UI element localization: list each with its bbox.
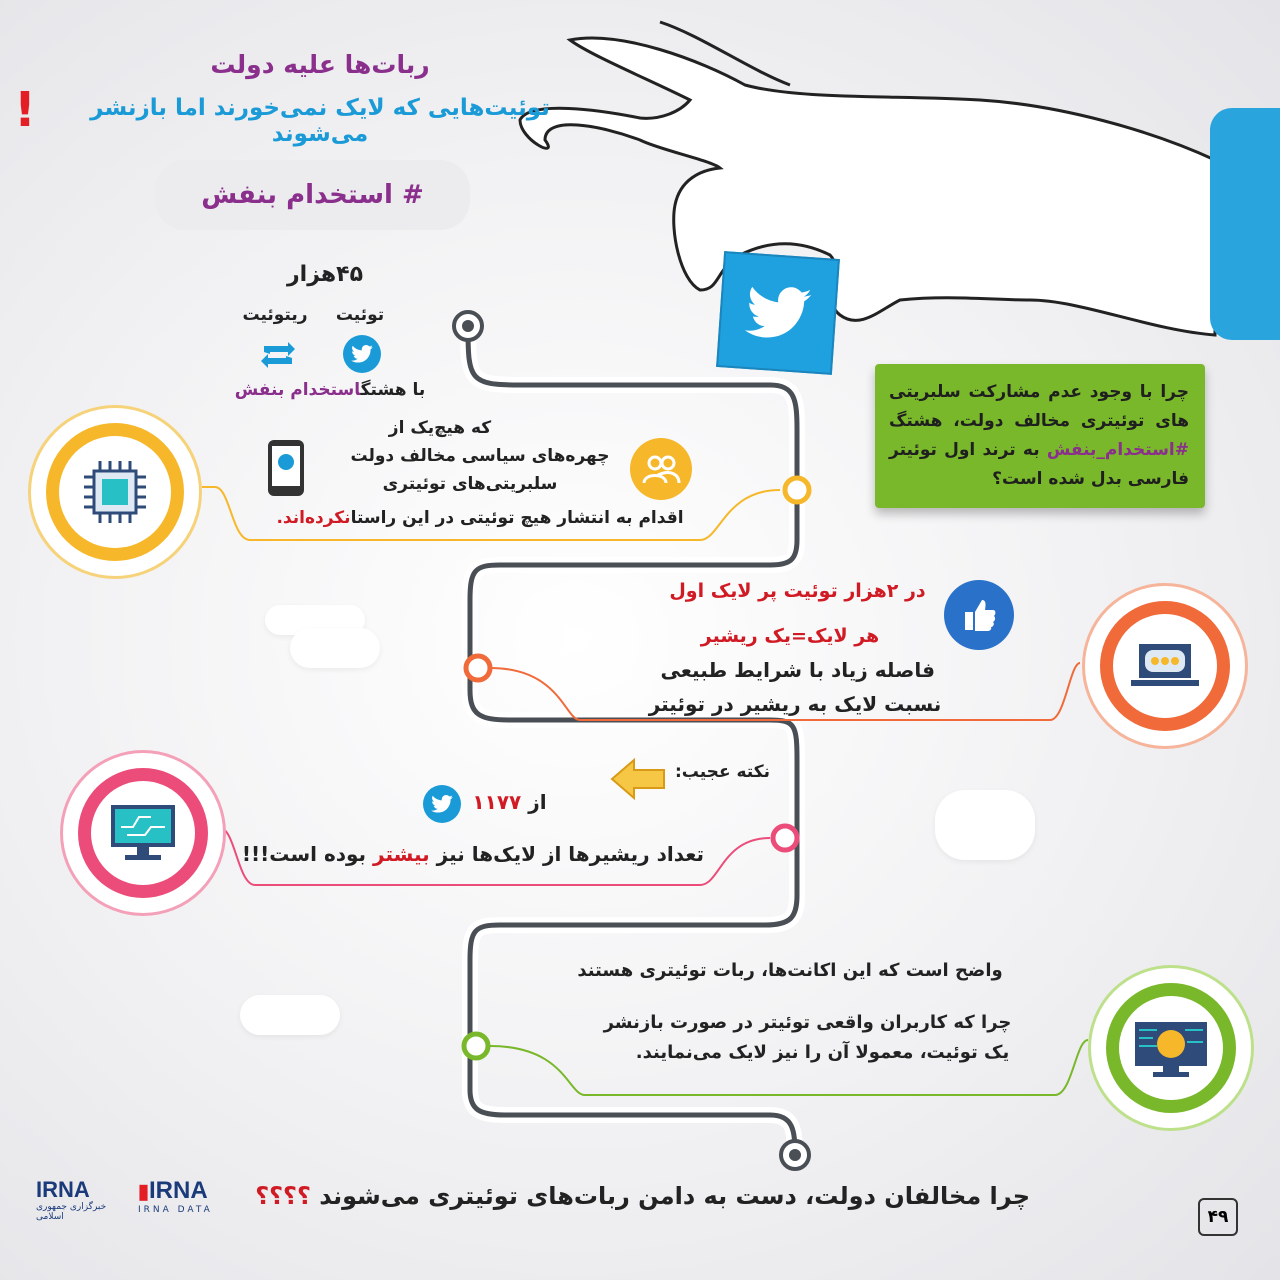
retweet-label: ریتوئیت bbox=[242, 305, 308, 325]
exclamation-mark: ! bbox=[14, 82, 36, 138]
count-1177: از ۱۱۷۷ bbox=[472, 790, 547, 814]
computer-illustration-ring bbox=[60, 750, 226, 916]
irna-data-logo: ▮IRNA IRNA DATA bbox=[138, 1177, 213, 1215]
cloud-decoration bbox=[240, 995, 340, 1035]
section3-highlight: بیشتر bbox=[373, 842, 430, 866]
question-marks: ؟؟؟؟ bbox=[255, 1182, 311, 1210]
brain-code-icon bbox=[1131, 1016, 1211, 1080]
section2-line4: نسبت لایک به ریشیر در توئیتر bbox=[648, 692, 942, 716]
section1-line1: که هیچ‌یک از bbox=[388, 418, 492, 438]
thumbs-up-icon bbox=[944, 580, 1014, 650]
smartphone-icon bbox=[268, 440, 304, 496]
chip-illustration-ring bbox=[28, 405, 202, 579]
hashtag-caption: با هشتگاستخدام بنفش bbox=[234, 380, 426, 400]
brain-code-illustration-ring bbox=[1088, 965, 1254, 1131]
section3-sentence: تعداد ریشیرها از لایک‌ها نیز بیشتر بوده است!!! bbox=[241, 842, 705, 866]
strange-note-label: نکته عجیب: bbox=[674, 762, 770, 782]
cloud-decoration bbox=[290, 628, 380, 668]
section4-line3: یک توئیت، معمولا آن را نیز لایک می‌نمایند. bbox=[635, 1042, 1010, 1063]
section2-line2: هر لایک=یک ریشیر bbox=[700, 625, 880, 647]
section1-line3: سلبریتی‌های توئیتری bbox=[382, 474, 558, 494]
tweet-count: ۴۵هزار bbox=[286, 262, 363, 287]
question-box: چرا با وجود عدم مشارکت سلبریتی های توئیتری مخالف دولت، هشتگ #استخدام_بنفش به ترند اول توئیتر فارسی بدل شده است؟ bbox=[875, 364, 1205, 508]
section2-line1: در ۲هزار توئیت پر لایک اول bbox=[669, 580, 926, 602]
irna-logo: IRNA خبرگزاری جمهوری اسلامی bbox=[36, 1177, 107, 1222]
section1-line4: اقدام به انتشار هیچ توئیتی در این راستانکرده‌اند. bbox=[276, 508, 684, 528]
arrow-left-icon bbox=[610, 758, 666, 800]
section1-line2: چهره‌های سیاسی مخالف دولت bbox=[350, 446, 610, 466]
twitter-card bbox=[716, 251, 840, 375]
hashtag-name: استخدام بنفش bbox=[234, 380, 361, 400]
section2-line3: فاصله زیاد با شرایط طبیعی bbox=[660, 658, 935, 682]
section4-line1: واضح است که این اکانت‌ها، ربات توئیتری هستند bbox=[577, 960, 1003, 981]
retweet-icon bbox=[258, 338, 298, 372]
tweet-label: توئیت bbox=[335, 305, 385, 325]
monitor-circuit-icon bbox=[105, 801, 181, 865]
blue-side-tab bbox=[1210, 108, 1280, 340]
robot-illustration-ring bbox=[1082, 583, 1248, 749]
twitter-bird-icon bbox=[744, 284, 812, 342]
circuit-chip-icon bbox=[80, 457, 150, 527]
title-keyword: دولت bbox=[210, 50, 275, 79]
section4-line2: چرا که کاربران واقعی توئیتر در صورت بازنشر bbox=[603, 1012, 1012, 1033]
twitter-icon bbox=[343, 335, 381, 373]
page-number: ۴۹ bbox=[1198, 1198, 1238, 1236]
section1-highlight: نکرده‌اند. bbox=[276, 508, 351, 528]
subtitle: توئیت‌هایی که لایک نمی‌خورند اما بازنشر می‌شوند bbox=[90, 95, 550, 147]
robot-laptop-icon bbox=[1125, 636, 1205, 696]
users-group-icon bbox=[630, 438, 692, 500]
cloud-decoration bbox=[935, 790, 1035, 860]
main-title: ربات‌ها علیه دولت bbox=[210, 50, 430, 79]
footer-question: چرا مخالفان دولت، دست به دامن ربات‌های توئیتری می‌شوند ؟؟؟؟ bbox=[255, 1182, 1030, 1210]
count-number: ۱۱۷۷ bbox=[472, 790, 522, 814]
hashtag-box: # استخدام بنفش bbox=[155, 160, 470, 230]
twitter-icon-small bbox=[423, 785, 461, 823]
green-box-hashtag: #استخدام_بنفش bbox=[1046, 440, 1189, 460]
